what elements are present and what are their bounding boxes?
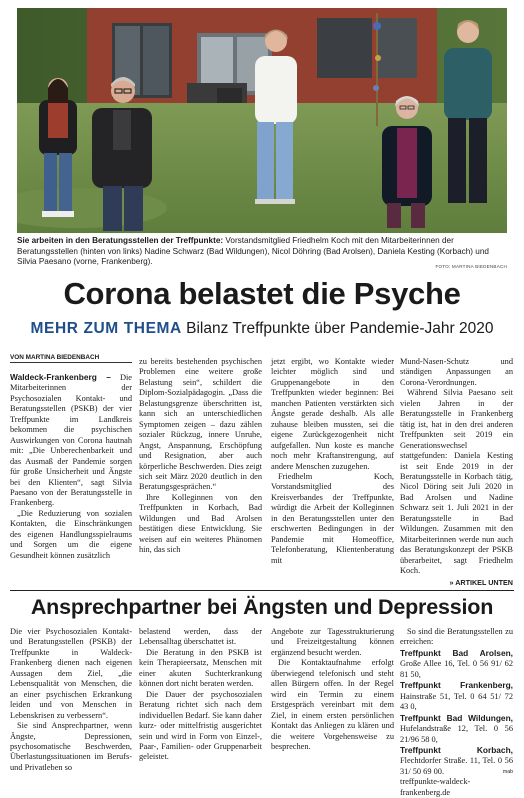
- contact-entry: [400, 745, 513, 777]
- paragraph: Ihre Kolleginnen von den Treffpunkten in Korbach, Bad Wildungen und Bad Arolsen bestätigen diese Entwicklung. Sie weisen auf ein weiteres Phänomen hin, das sich: [139, 492, 262, 555]
- author-abbreviation: mab: [502, 768, 513, 775]
- paragraph: belastend werden, dass der Lebensalltag überschattet ist.: [139, 627, 262, 647]
- paragraph: Sie sind Ansprechpartner, wenn Ängste, Depressionen, psychosomatische Beschwerden, Überlastungssituationen im Berufs- und Privatleben so: [10, 721, 132, 772]
- photo-credit: FOTO: MARTINA BIEDENBACH: [435, 264, 507, 269]
- contact-details: Hufelandstraße 12, Tel. 0 56 21/96 58 0,: [400, 724, 513, 744]
- contacts-intro: So sind die Beratungsstellen zu erreichen:: [400, 627, 513, 647]
- paragraph: jetzt ergibt, wo Kontakte wieder leichter möglich sind und Gruppenangebote in den Treffpunkten wieder beginnen: Bei manchen Patienten verstärkten sich Ängste gerade deshalb. Als alle zuhause bleiben mussten, sei die eigene Zurückgezogenheit nicht aufgefallen. Nun koste es manche noch mehr Kraftanstrengung, auf andere Menschen zuzugehen.: [271, 357, 394, 471]
- subheadline: [0, 319, 524, 339]
- paragraph: Während Silvia Paesano seit vielen Jahren in der Beratungsstelle in Frankenberg tätig ist, hat in den drei anderen Treffpunkten seit 2019 ein Generationswechsel stattgefunden: Daniela Kesting ist seit Ende 2019 in der Beratungsstelle in Korbach tätig, Nicol Döring seit Juli 2020 in Bad Arolsen und Nadine Schwarz seit 1. Juli 2021 in der Beratungsstelle in Bad Wildungen. Zusammen mit den Mitarbeiterinnen werde nun auch das Beratungskonzept der PSKB überarbeitet, sagt Friedhelm Koch.: [400, 388, 513, 576]
- section-divider: [10, 590, 514, 591]
- contact-entry: [400, 713, 513, 745]
- article2-column-3: [271, 627, 394, 752]
- paragraph: Die Kontaktaufnahme erfolgt überwiegend telefonisch und steht allen Bürgern offen. In der Regel wird ein Termin zu einem Erstgespräch vereinbart mit dem Ziel, in einem ersten persönlichen Kontakt das Anliegen zu klären und die weitere Vorgehensweise zu besprechen.: [271, 658, 394, 751]
- paragraph: Angebote zur Tagesstrukturierung und Freizeitgestaltung können ergänzend besucht werden.: [271, 627, 394, 657]
- second-headline: Ansprechpartner bei Ängsten und Depression: [30, 595, 494, 619]
- contact-details: Hainstraße 51, Tel. 0 64 51/ 72 43 0,: [400, 691, 513, 712]
- contacts-column: [400, 627, 513, 798]
- contact-name: Treffpunkt Bad Arolsen,: [400, 647, 513, 658]
- article-column-1: [10, 372, 132, 561]
- paragraph: Die vier Psychosozialen Kontakt- und Beratungsstellen (PSKB) der Treffpunkte in Waldeck-Frankenberg dienen nach eigenen Aussagen dem Ziel, „die Lebensqualität von Menschen, die an einer psychischen Erkrankung leiden und von Menschen in Lebenskrisen zu verbessern“.: [10, 627, 132, 720]
- main-headline: Corona belastet die Psyche: [63, 276, 461, 311]
- continue-link[interactable]: » ARTIKEL UNTEN: [449, 577, 513, 587]
- contact-details: Große Allee 16, Tel. 0 56 91/ 62 81 50,: [400, 659, 513, 679]
- contact-name: Treffpunkt Frankenberg,: [400, 680, 513, 691]
- subheadline-text: Bilanz Treffpunkte über Pandemie-Jahr 2020: [181, 320, 494, 337]
- paragraph: Die Beratung in den PSKB ist kein Therapieersatz, Menschen mit einer akuten Suchterkrankung können dort nicht beraten werden.: [139, 647, 262, 689]
- contact-entry: [400, 680, 513, 712]
- paragraph: Die Dauer der psychosozialen Beratung richtet sich nach dem individuellen Bedarf. Sie kann daher kurz- oder mittelfristig ausgerichtet sein und wird in Form von Einzel-, Paar-, Familien- oder Gruppenarbeit geleistet.: [139, 689, 262, 762]
- article-column-2: [139, 357, 262, 556]
- article-column-3: [271, 357, 394, 566]
- dateline: Waldeck-Frankenberg –: [10, 372, 111, 382]
- paragraph: „Die Reduzierung von sozialen Kontakten, die Einschränkungen des eigenen Handlungsspielraums und Sorgen um die eigene Gesundheit können zusätzlich: [10, 508, 132, 560]
- caption-lead: Sie arbeiten in den Beratungsstellen der Treffpunkte:: [17, 236, 224, 245]
- photo-caption: [17, 236, 507, 268]
- paragraph: Die Mitarbeiterinnen der Psychosozialen Kontakt- und Beratungsstellen (PSKB) der vier Treffpunkte im Landkreis bekommen die psychischen Auswirkungen von Corona hautnah mit: „Die Unberechenbarkeit und das Ausmaß der Pandemie sorgen für große Unsicherheit und Ängste bei den Klienten“, sagt Silvia Paesano von der Beratungsstelle in Frankenberg.: [10, 373, 132, 508]
- byline: VON MARTINA BIEDENBACH: [10, 354, 132, 363]
- contact-name: Treffpunkt Bad Wildungen,: [400, 712, 513, 723]
- article-photo: [17, 8, 507, 233]
- paragraph: Mund-Nasen-Schutz und ständigen Anpassungen an Corona-Verordnungen.: [400, 357, 513, 387]
- contact-name: Treffpunkt Korbach,: [400, 744, 513, 755]
- caption-text: Vorstandsmitglied Friedhelm Koch mit den Mitarbeiterinnen der Beratungsstellen (hinten von links) Nadine Schwarz (Bad Wildungen), Nicol Döhring (Bad Arolsen), Daniela Kesting (Korbach) und Silvia Paesano (vorne, Frankenberg).: [17, 236, 489, 267]
- contact-details: Flechtdorfer Straße. 11, Tel. 0 56 31/ 50 69 00.: [400, 756, 513, 776]
- paragraph: zu bereits bestehenden psychischen Problemen eine weitere große Belastung sein“, schildert die Diplom-Sozialpädagogin. „Dass die Belastungsgrenze überschritten ist, kann sich an unterschiedlichen Symptomen zeigen – dazu zählen sozialer Rückzug, innere Unruhe, Angst, Anspannung, Erschöpfung und Resignation, aber auch körperliche Beschwerden. Dies zeigt sich seit März 2020 deutlich in den Beratungsgesprächen.“: [139, 357, 262, 492]
- subheadline-kicker: MEHR ZUM THEMA: [30, 320, 182, 337]
- article2-column-2: [139, 627, 262, 763]
- website-link[interactable]: treffpunkte-waldeck-frankenberg.de: [400, 777, 471, 797]
- article2-column-1: [10, 627, 132, 773]
- paragraph: Friedhelm Koch, Vorstandsmitglied des Kreisverbandes der Treffpunkte, würdigt die Arbeit der Kolleginnen in den Beratungsstellen unter den erschwerten Bedingungen in der Pandemie mit Homeoffice, Telefonberatung, Klientenberatung mit: [271, 471, 394, 565]
- article-column-4: [400, 357, 513, 588]
- contact-entry: [400, 648, 513, 680]
